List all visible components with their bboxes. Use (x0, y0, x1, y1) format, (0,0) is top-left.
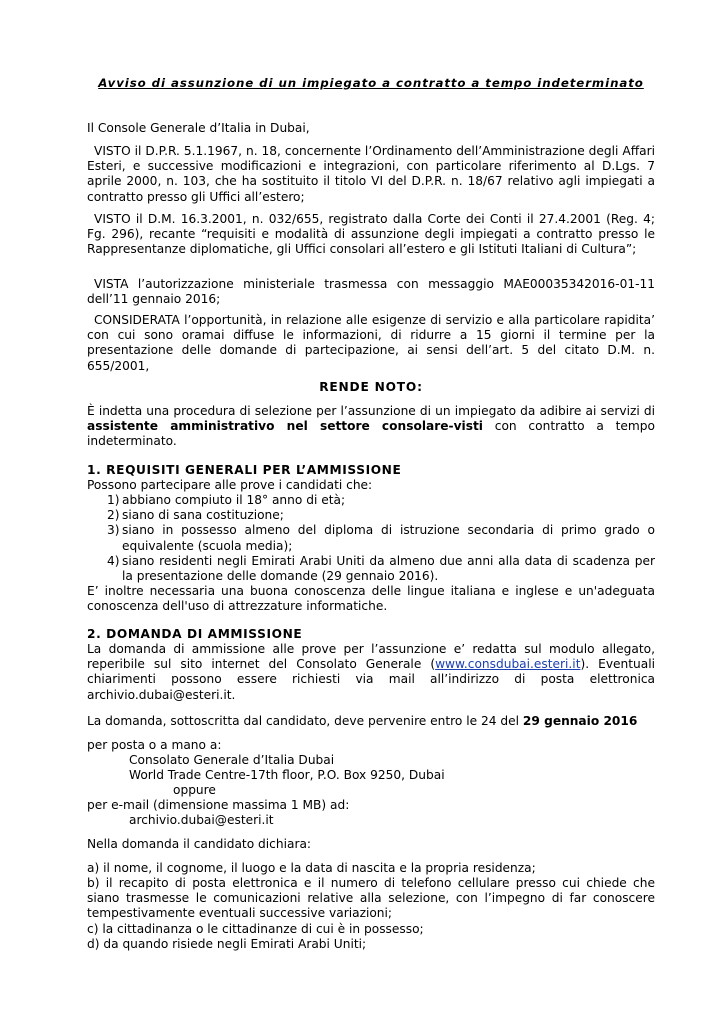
visto-paragraph-2: VISTO il D.M. 16.3.2001, n. 032/655, registrato dalla Corte dei Conti il 27.4.2001 (Reg. 4; Fg. 296), recante “requisiti e modalità di assunzione degli impiegati a contratto presso le Rappresentanze diplomatiche, gli Uffici consolari all’estero e gli Istituti Italiani di Cultura”; (87, 212, 655, 257)
indetta-text-after: con contratto a tempo indeterminato. (87, 419, 655, 449)
deadline-line (87, 714, 655, 729)
section2-text-after: ). Eventuali chiarimenti possono essere richiesti via mail all’indirizzo di posta elettronica archivio.dubai@esteri.it. (87, 657, 655, 702)
address-line-2: World Trade Centre-17th floor, P.O. Box 9250, Dubai (129, 768, 445, 782)
email-address: archivio.dubai@esteri.it (129, 813, 274, 827)
indetta-paragraph (87, 404, 655, 450)
deadline-date: 29 gennaio 2016 (522, 714, 638, 728)
section1-heading: 1. REQUISITI GENERALI PER L’AMMISSIONE (87, 463, 402, 477)
vista-paragraph: VISTA l’autorizzazione ministeriale trasmessa con messaggio MAE00035342016-01-11 dell’11 gennaio 2016; (87, 277, 655, 307)
list-item (87, 493, 655, 508)
list-item (87, 508, 655, 523)
opening-line: Il Console Generale d’Italia in Dubai, (87, 121, 310, 135)
declaration-item-a: a) il nome, il cognome, il luogo e la data di nascita e la propria residenza; (87, 861, 536, 875)
declaration-item-c: c) la cittadinanza o le cittadinanze di cui è in possesso; (87, 922, 424, 936)
deadline-text: La domanda, sottoscritta dal candidato, deve pervenire entro le 24 del (87, 714, 523, 728)
page-title: Avviso di assunzione di un impiegato a contratto a tempo indeterminato (98, 76, 644, 90)
oppure-line: oppure (173, 783, 216, 797)
list-item-text: abbiano compiuto il 18° anno di età; (122, 493, 346, 507)
section1-intro: Possono partecipare alle prove i candidati che: (87, 478, 373, 492)
requirements-list (87, 493, 655, 584)
rende-noto-heading: RENDE NOTO: (319, 380, 423, 394)
section1-note: E’ inoltre necessaria una buona conoscenza delle lingue italiana e inglese e un'adeguata conoscenza dell'uso di attrezzature informatiche. (87, 584, 655, 614)
indetta-role: assistente amministrativo nel settore consolare-visti (87, 419, 483, 434)
consulate-website-link[interactable]: www.consdubai.esteri.it (435, 657, 581, 672)
list-item (87, 523, 655, 553)
by-email-line: per e-mail (dimensione massima 1 MB) ad: (87, 798, 350, 812)
list-item-number: 4) (107, 553, 120, 568)
declaration-item-d: d) da quando risiede negli Emirati Arabi Uniti; (87, 937, 367, 951)
list-item-number: 1) (107, 493, 120, 507)
section2-paragraph (87, 642, 655, 703)
list-item-text: siano in possesso almeno del diploma di istruzione secondaria di primo grado o equivalente (scuola media); (122, 523, 655, 553)
list-item-number: 3) (107, 523, 120, 538)
list-item-number: 2) (107, 508, 120, 523)
considerata-paragraph: CONSIDERATA l’opportunità, in relazione alle esigenze di servizio e alla particolare rapidita’ con cui sono oramai diffuse le informazioni, di ridurre a 15 giorni il termine per la presentazione delle domande di partecipazione, ai sensi dell’art. 5 del citato D.M. n. 655/2001, (87, 313, 655, 373)
list-item (87, 554, 655, 584)
section2-heading: 2. DOMANDA DI AMMISSIONE (87, 627, 303, 641)
list-item-text: siano residenti negli Emirati Arabi Uniti da almeno due anni alla data di scadenza per la presentazione delle domande (29 gennaio 2016). (122, 553, 655, 584)
section2-text-before: La domanda di ammissione alle prove per l’assunzione e’ redatta sul modulo allegato, reperibile sul sito internet del Consolato Generale ( (87, 642, 655, 672)
declares-line: Nella domanda il candidato dichiara: (87, 837, 312, 851)
list-item-text: siano di sana costituzione; (122, 508, 284, 523)
indetta-text-before: È indetta una procedura di selezione per l’assunzione di un impiegato da adibire ai servizi di (87, 404, 655, 418)
address-line-1: Consolato Generale d’Italia Dubai (129, 753, 335, 767)
by-post-line: per posta o a mano a: (87, 738, 222, 752)
visto-paragraph-1: VISTO il D.P.R. 5.1.1967, n. 18, concernente l’Ordinamento dell’Amministrazione degli Affari Esteri, e successive modificazioni e integrazioni, con particolare riferimento al D.Lgs. 7 aprile 2000, n. 103, che ha sostituito il titolo VI del D.P.R. n. 18/67 relativo agli impiegati a contratto presso gli Uffici all’estero; (87, 144, 655, 204)
declaration-item-b: b) il recapito di posta elettronica e il numero di telefono cellulare presso cui chiede che siano trasmesse le comunicazioni relative alla selezione, con l’impegno di far conoscere tempestivamente eventuali successive variazioni; (87, 876, 655, 921)
